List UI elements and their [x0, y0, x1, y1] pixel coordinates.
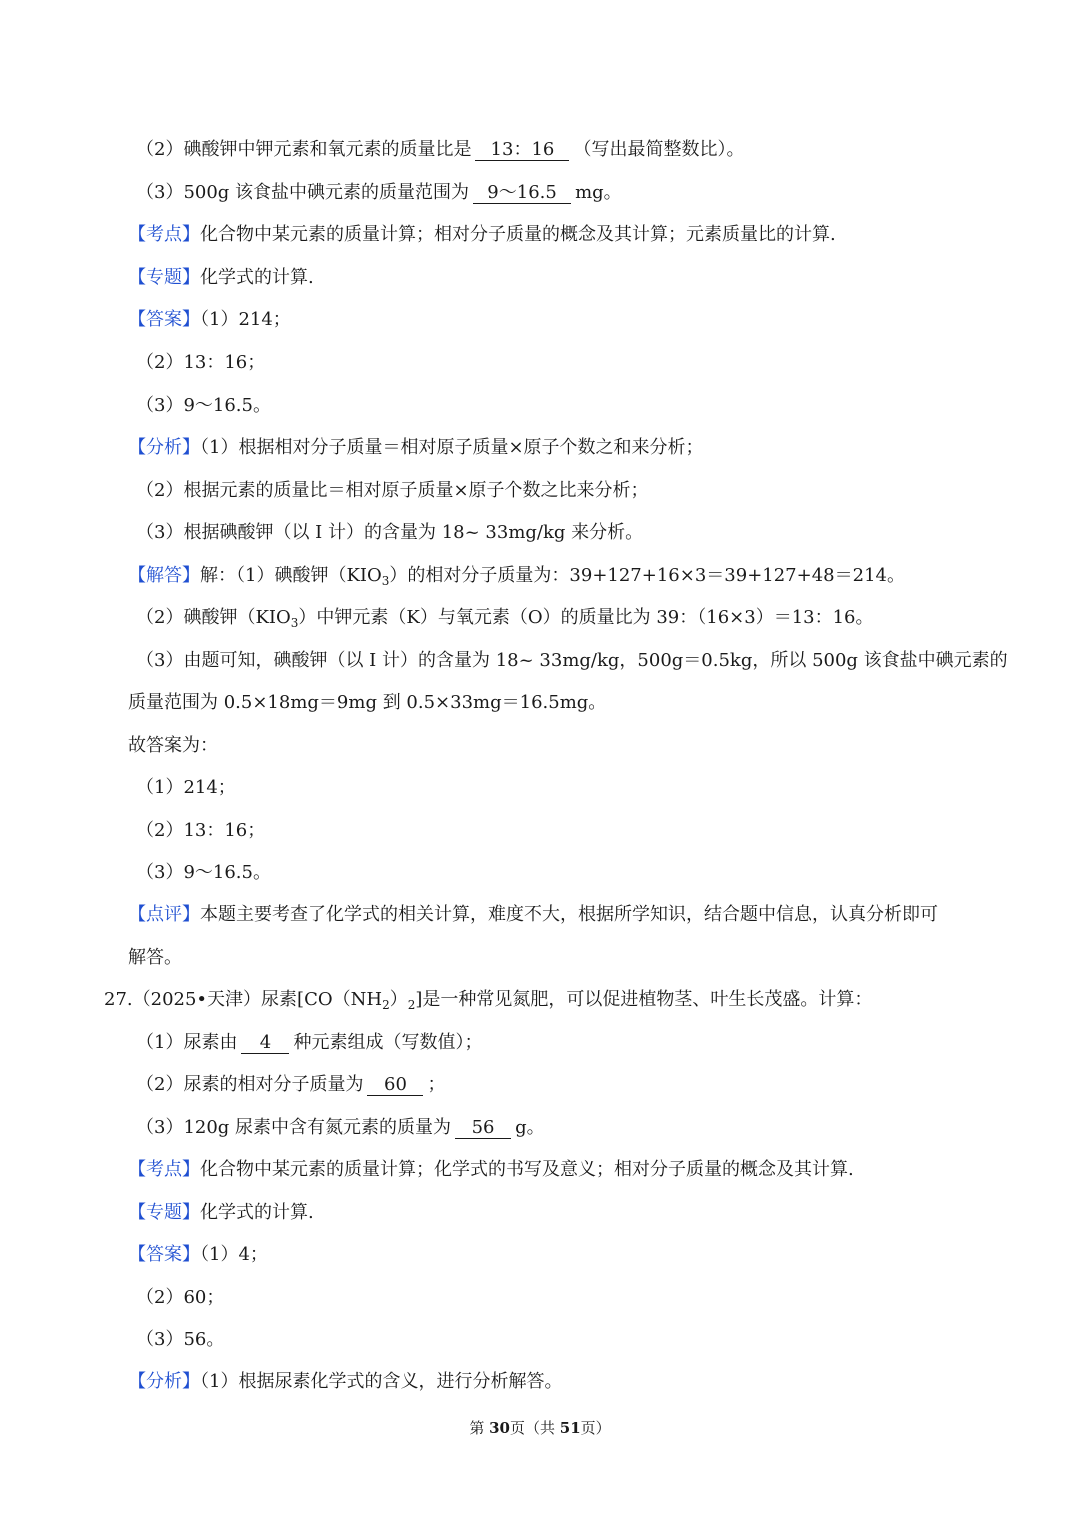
- footer-pre: 第: [469, 1419, 490, 1437]
- kaodian-text: 化合物中某元素的质量计算；化学式的书写及意义；相对分子质量的概念及其计算.: [200, 1159, 854, 1180]
- fenxi-2: [0, 1370, 1080, 1394]
- q27-3-prefix: （3）120g 尿素中含有氮元素的质量为: [136, 1117, 452, 1138]
- dianping: [0, 903, 1080, 927]
- kaodian-tag: 【考点】: [128, 224, 200, 245]
- kaodian-tag: 【考点】: [128, 1159, 200, 1180]
- kaodian-text: 化合物中某元素的质量计算；相对分子质量的概念及其计算；元素质量比的计算.: [200, 224, 836, 245]
- jieda-1-line3: （3）由题可知，碘酸钾（以 I 计）的含量为 18~ 33mg/kg，500g＝0.5kg，所以 500g 该食盐中碘元素的: [136, 650, 1008, 671]
- q2-prefix: （2）碘酸钾中钾元素和氧元素的质量比是: [136, 139, 472, 160]
- daan-1-line3: （3）9～16.5。: [136, 395, 271, 416]
- total-page-number: 51: [559, 1419, 581, 1437]
- jieda-text: 解：（1）碘酸钾（KIO: [200, 565, 382, 586]
- q27-1: [0, 1031, 1080, 1055]
- q27-2-prefix: （2）尿素的相对分子质量为: [136, 1074, 364, 1095]
- jieda-tag: 【解答】: [128, 565, 200, 586]
- dianping-text: 本题主要考查了化学式的相关计算，难度不大，根据所学知识，结合题中信息，认真分析即可: [200, 904, 938, 925]
- kaodian-2: [0, 1158, 1080, 1182]
- daan-tag: 【答案】: [128, 309, 200, 330]
- q27-2-suffix: ；: [427, 1074, 446, 1095]
- q27-1-suffix: 种元素组成（写数值）；: [293, 1032, 483, 1053]
- q3-suffix: mg。: [575, 182, 622, 203]
- zhuanti-2: [0, 1201, 1080, 1225]
- dianping-line2: 解答。: [128, 947, 182, 968]
- fenxi-text: （1）根据尿素化学式的含义，进行分析解答。: [200, 1371, 563, 1392]
- zhuanti-tag: 【专题】: [128, 267, 200, 288]
- current-page-number: 30: [489, 1419, 510, 1437]
- q27-2: [0, 1073, 1080, 1097]
- daan-tag: 【答案】: [128, 1244, 200, 1265]
- fenxi-1: [0, 436, 1080, 460]
- fenxi-1-line2: （2）根据元素的质量比＝相对原子质量×原子个数之比来分析；: [136, 480, 649, 501]
- q3-line: [0, 181, 1080, 205]
- q2-line: [0, 138, 1080, 162]
- gudaan-1: （1）214；: [136, 777, 236, 798]
- gudaan-label: 故答案为：: [128, 735, 218, 756]
- daan-text: （1）4；: [200, 1244, 268, 1265]
- footer-mid: 页（共: [509, 1419, 560, 1437]
- jieda-text-rest: ）的相对分子质量为：39+127+16×3＝39+127+48＝214。: [389, 565, 905, 586]
- q27-text: 27.（2025•天津）尿素[CO（NH: [104, 989, 383, 1010]
- jieda-1-line2: [0, 606, 1080, 630]
- daan-1-line2: （2）13：16；: [136, 352, 266, 373]
- fenxi-tag: 【分析】: [128, 437, 200, 458]
- q27-3: [0, 1116, 1080, 1140]
- footer-post: 页）: [580, 1419, 611, 1437]
- jieda-l2-text: （2）碘酸钾（KIO: [136, 607, 291, 628]
- q3-answer-blank: 9～16.5: [473, 183, 571, 204]
- subscript: 3: [381, 574, 390, 588]
- jieda-1: [0, 564, 1080, 588]
- zhuanti-text: 化学式的计算.: [200, 267, 314, 288]
- q2-suffix: （写出最简整数比）。: [573, 139, 745, 160]
- q2-answer-blank: 13：16: [475, 140, 569, 161]
- daan-1: [0, 308, 1080, 332]
- zhuanti-tag: 【专题】: [128, 1202, 200, 1223]
- subscript: 2: [382, 998, 390, 1012]
- fenxi-1-line3: （3）根据碘酸钾（以 I 计）的含量为 18~ 33mg/kg 来分析。: [136, 522, 644, 543]
- daan-text: （1）214；: [200, 309, 291, 330]
- jieda-1-line4: 质量范围为 0.5×18mg＝9mg 到 0.5×33mg＝16.5mg。: [128, 692, 607, 713]
- q27-paren: ）: [389, 989, 408, 1010]
- subscript: 2: [407, 998, 416, 1012]
- kaodian-1: [0, 223, 1080, 247]
- q27-3-answer-blank: 56: [455, 1118, 511, 1139]
- daan-2-line3: （3）56。: [136, 1329, 225, 1350]
- zhuanti-text: 化学式的计算.: [200, 1202, 314, 1223]
- subscript: 3: [290, 616, 299, 630]
- q3-prefix: （3）500g 该食盐中碘元素的质量范围为: [136, 182, 470, 203]
- zhuanti-1: [0, 266, 1080, 290]
- fenxi-text: （1）根据相对分子质量＝相对原子质量×原子个数之和来分析；: [200, 437, 704, 458]
- page-footer: [0, 1418, 1080, 1438]
- q27-1-answer-blank: 4: [241, 1033, 289, 1054]
- gudaan-2: （2）13：16；: [136, 820, 266, 841]
- fenxi-tag: 【分析】: [128, 1371, 200, 1392]
- q27-1-prefix: （1）尿素由: [136, 1032, 238, 1053]
- q27-2-answer-blank: 60: [367, 1075, 423, 1096]
- daan-2: [0, 1243, 1080, 1267]
- daan-2-line2: （2）60；: [136, 1287, 225, 1308]
- question-27: [0, 988, 1080, 1012]
- gudaan-3: （3）9～16.5。: [136, 862, 271, 883]
- q27-rest: ]是一种常见氮肥，可以促进植物茎、叶生长茂盛。计算：: [415, 989, 873, 1010]
- dianping-tag: 【点评】: [128, 904, 200, 925]
- q27-3-suffix: g。: [515, 1117, 545, 1138]
- jieda-l2-rest: ）中钾元素（K）与氧元素（O）的质量比为 39：（16×3）＝13：16。: [298, 607, 874, 628]
